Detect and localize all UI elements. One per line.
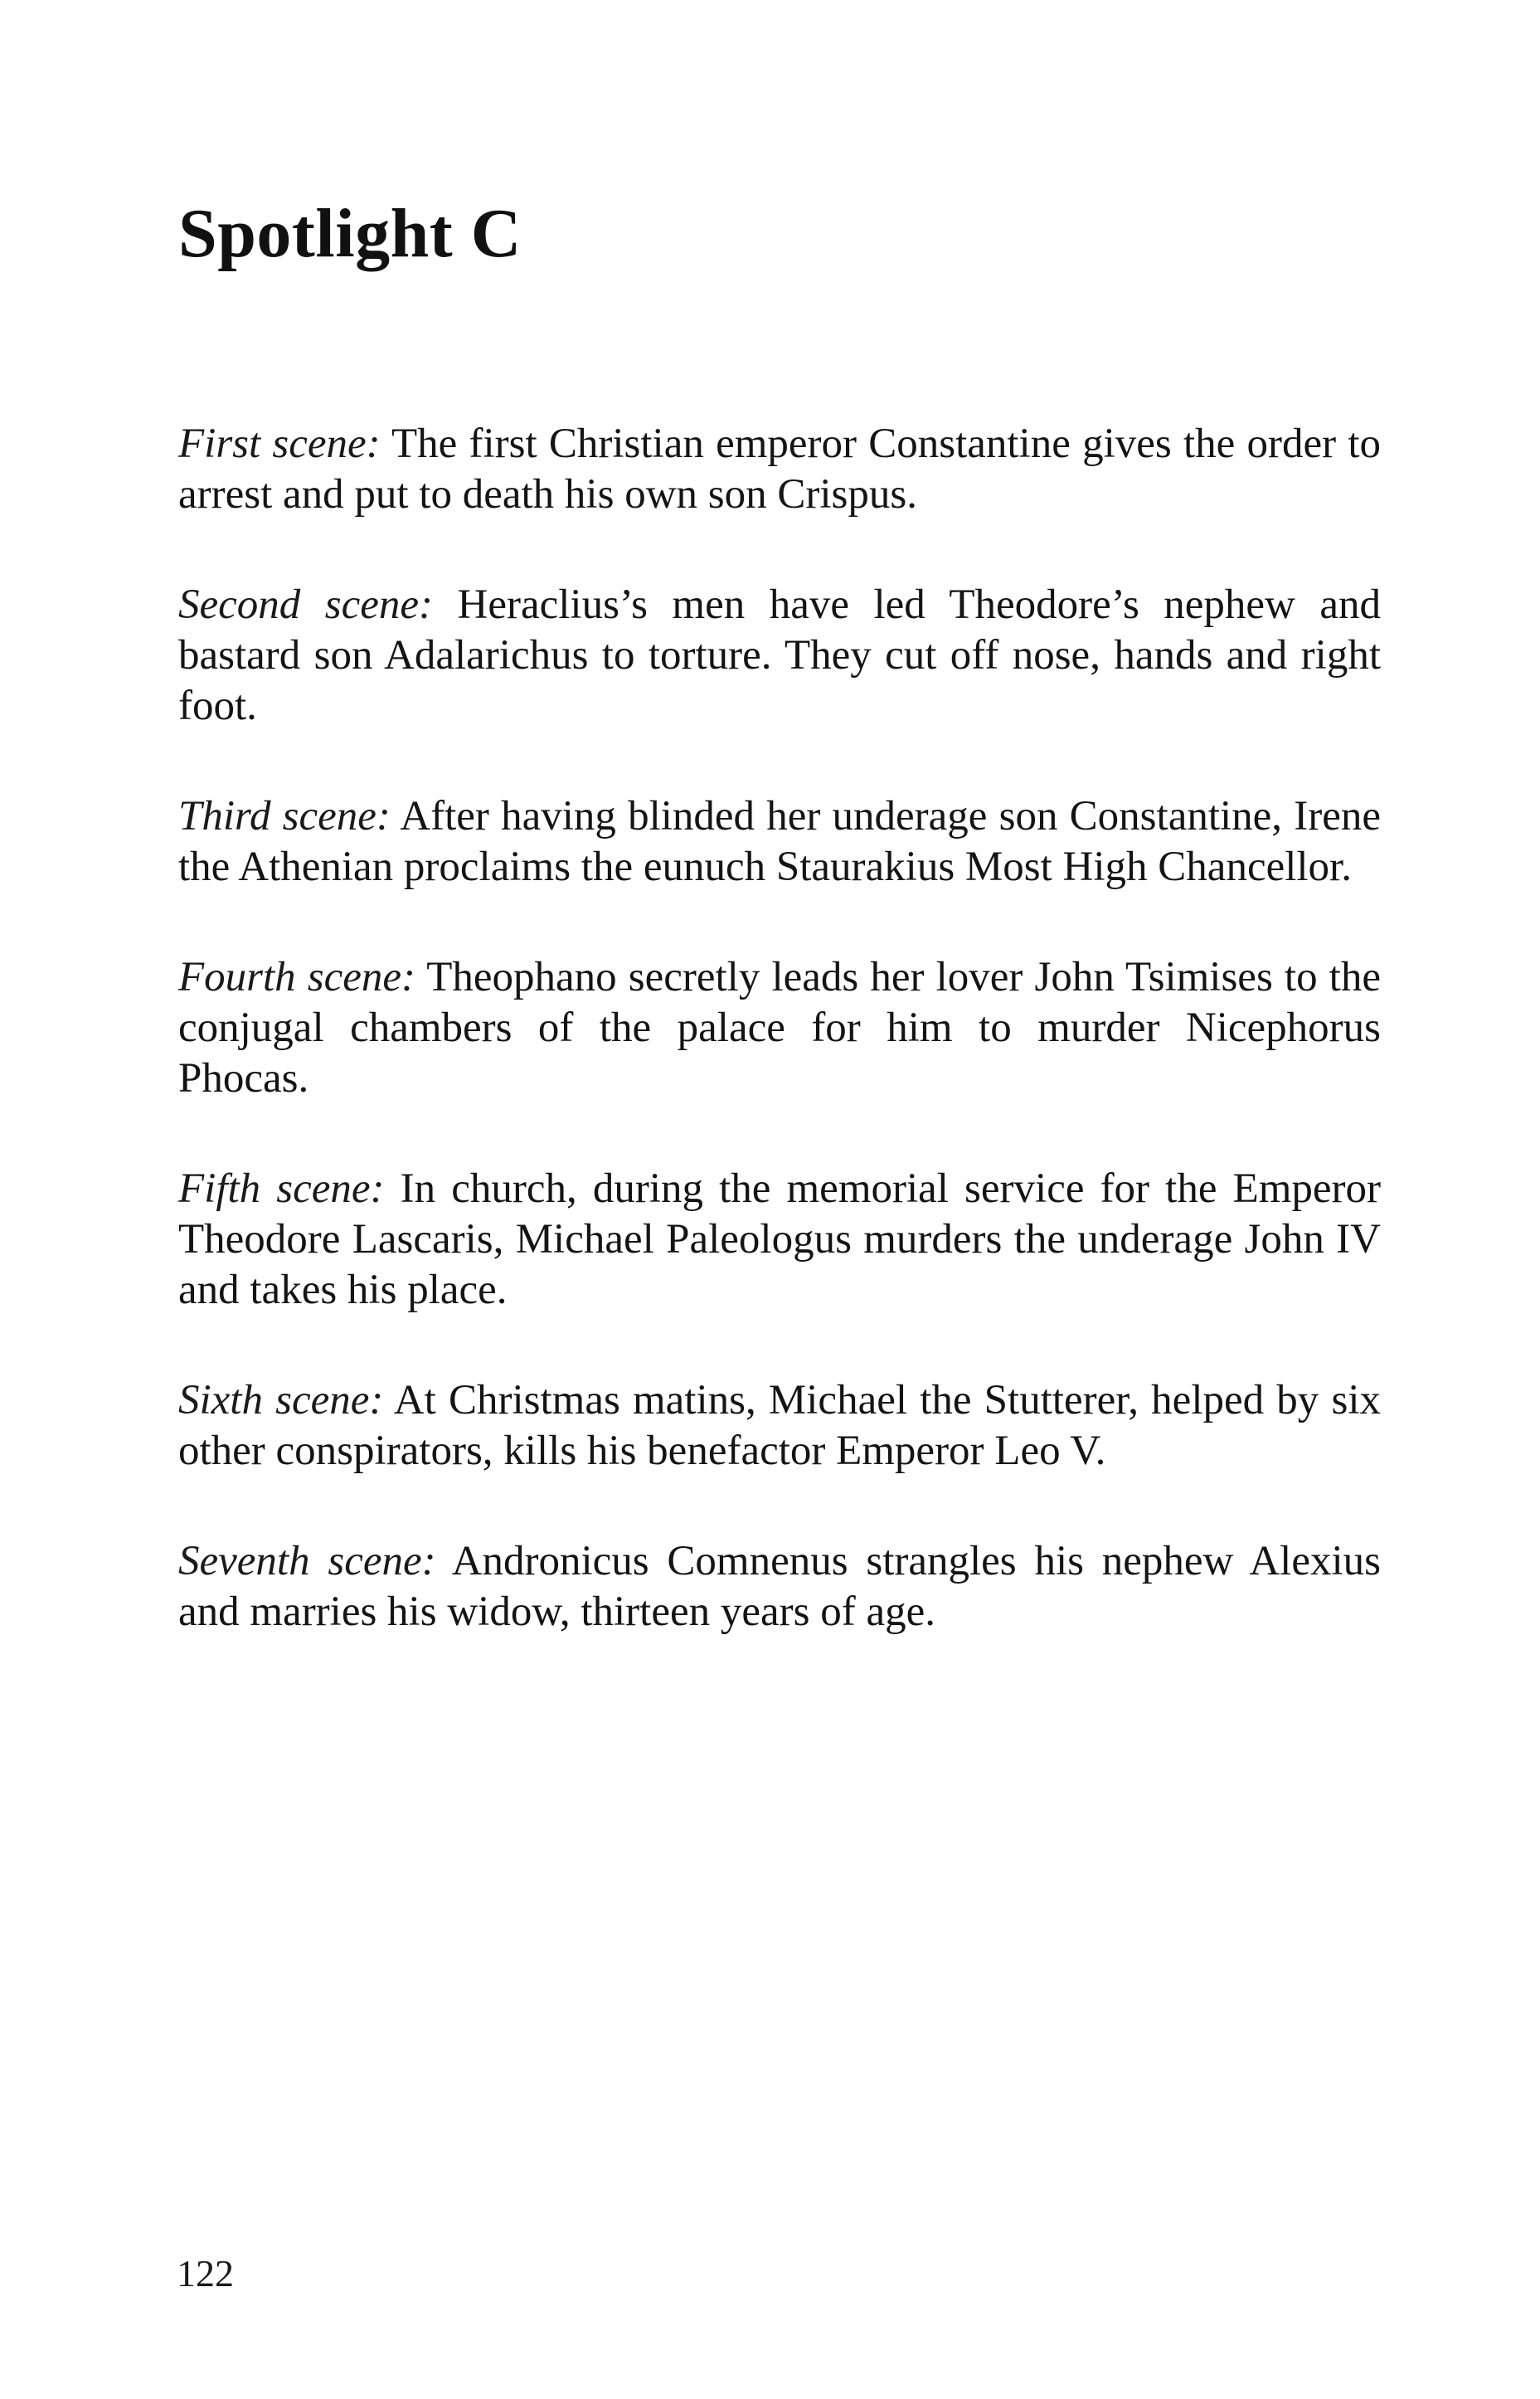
scene-text: In church, during the memorial service for the Emperor Theodore Lascaris, Michael Paleologus murders the underage John IV and takes his place. [178,1165,1381,1313]
scene-label: Seventh scene: [178,1538,436,1584]
scene-paragraph-seventh [178,1536,1381,1637]
scene-label: Sixth scene: [178,1377,384,1423]
scene-text: At Christmas matins, Michael the Stutterer, helped by six other conspirators, kills his benefactor Emperor Leo V. [178,1377,1382,1474]
scene-label: Fourth scene: [178,954,416,1000]
scene-label: First scene: [178,421,381,467]
scene-label: Fifth scene: [178,1165,385,1212]
scene-text: Theophano secretly leads her lover John Tsimises to the conjugal chambers of the palace for him to murder Nicephorus Phocas. [178,954,1381,1102]
scene-text: After having blinded her underage son Constantine, Irene the Athenian proclaims the eunuch Staurakius Most High Chancellor. [178,793,1381,890]
scene-text: Heraclius’s men have led Theodore’s nephew and bastard son Adalarichus to torture. They cut off nose, hands and right foot. [178,582,1382,729]
scene-list [178,419,1381,1697]
scene-label: Second scene: [178,582,434,628]
scene-paragraph-third [178,791,1381,893]
scene-paragraph-second [178,580,1381,732]
page-number: 122 [177,2252,234,2294]
chapter-title: Spotlight C [178,195,522,272]
scene-text: Andronicus Comnenus strangles his nephew Alexius and marries his widow, thirteen years of age. [178,1538,1382,1635]
scene-label: Third scene: [178,793,391,839]
scene-paragraph-first [178,419,1381,520]
scene-paragraph-fifth [178,1164,1381,1316]
scene-text: The first Christian emperor Constantine gives the order to arrest and put to death his own son Crispus. [178,421,1381,518]
scene-paragraph-sixth [178,1375,1381,1477]
scene-paragraph-fourth [178,952,1381,1104]
